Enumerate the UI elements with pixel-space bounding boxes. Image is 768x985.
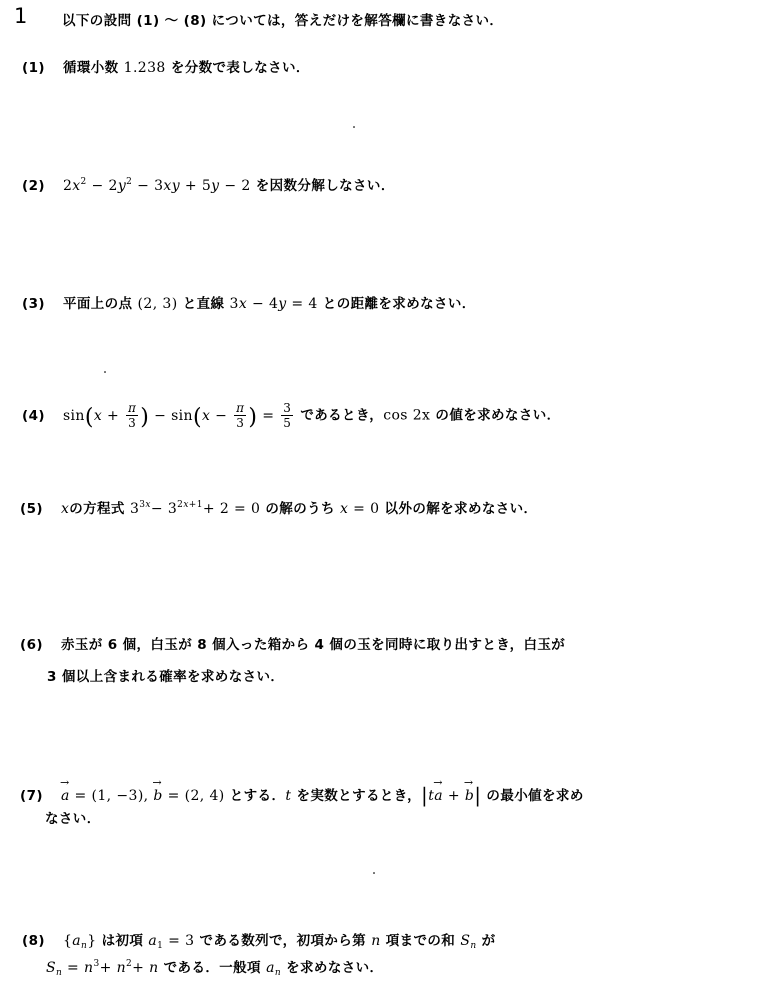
scan-speck [373,872,375,874]
question-5-variable: x [60,501,70,517]
question-1-number: (1) [22,60,45,76]
question-6-number: (6) [20,637,43,653]
section-number: 1 [14,4,28,28]
question-8-text-f: を求めなさい． [281,960,384,976]
scan-speck [353,126,355,128]
question-7-mid1: とする． [224,788,286,804]
question-7-norm: |t→ a + → b| [421,788,481,804]
question-8-line-1 [22,929,496,951]
question-1-decimal: 1.238 [123,60,166,76]
question-8-text-a: は初項 [96,933,149,949]
question-4-number: (4) [22,407,45,424]
question-7-line-2: なさい． [45,811,101,827]
question-3 [22,292,476,312]
question-4-post2: の値を求めなさい． [430,407,561,424]
question-5-pre: の方程式 [69,501,130,517]
question-7-number: (7) [20,788,43,804]
question-1-post: を分数で表しなさい． [165,60,310,76]
question-1 [22,56,310,76]
question-5-equation: $3^{3x}- 3^{2x+1}+ 2 = 0$ [129,500,261,517]
question-8-sum-formula: $S_n = n^3+ n^2+ n$ [46,959,159,978]
question-7-vectors: → a = (1, −3), → b = (2, 4) [61,788,225,804]
question-1-pre: 循環小数 [62,60,124,76]
section-instruction: 以下の設問 (1) 〜 (8) については，答えだけを解答欄に書きなさい． [62,13,504,29]
question-2-expression: $2x^2 - 2y^2 - 3xy + 5y - 2$ [62,177,251,194]
question-5-number: (5) [20,501,43,517]
question-8-first-term: $a_1 = 3$ [148,933,195,951]
question-8-general-term: $a_n$ [266,960,282,978]
question-8-text-e: である．一般項 [158,960,267,976]
question-4 [22,401,561,430]
question-4-cos: cos 2x [383,407,431,424]
question-7-t: t [285,788,292,804]
question-7-post: の最小値を求め [481,788,584,804]
question-8-n: n [371,933,381,949]
question-5-condition: x = 0 [340,501,380,517]
question-3-post: との距離を求めなさい． [317,296,476,312]
question-3-number: (3) [22,296,45,312]
question-6-line-1 [20,633,565,653]
question-3-pre: 平面上の点 [62,296,138,312]
question-6-text-1: 赤玉が 6 個，白玉が 8 個入った箱から 4 個の玉を同時に取り出すとき，白玉が [60,637,566,653]
scan-speck [104,371,106,373]
question-4-post: であるとき， [295,407,384,424]
question-8-line-2 [46,956,383,978]
question-7-mid2: を実数とするとき， [291,788,422,804]
question-3-mid: と直線 [177,296,230,312]
question-6-line-2: 3 個以上含まれる確率を求めなさい． [47,669,285,685]
question-8-text-c: 項までの和 [380,933,461,949]
question-8-sum-symbol: $S_n$ [460,933,477,951]
question-2 [22,174,395,194]
question-2-post: を因数分解しなさい． [250,178,395,194]
question-8-sequence: $\{a_n\}$ [62,933,97,951]
question-8-number: (8) [22,933,45,949]
question-5 [20,497,537,517]
question-7-line-1 [20,783,584,807]
question-3-line: 3x − 4y = 4 [229,296,318,312]
question-3-point: (2, 3) [137,296,178,312]
question-8-text-b: である数列で，初項から第 [194,933,372,949]
question-5-post: 以外の解を求めなさい． [379,501,538,517]
question-5-mid: の解のうち [260,501,341,517]
question-4-equation: sin(x + $\frac{\pi}{3}$ ) − sin(x − $\frac{\pi}{3}$ ) = $\frac{3}{5}$ [62,401,292,430]
question-2-number: (2) [22,178,45,194]
question-8-text-d: が [476,933,496,949]
